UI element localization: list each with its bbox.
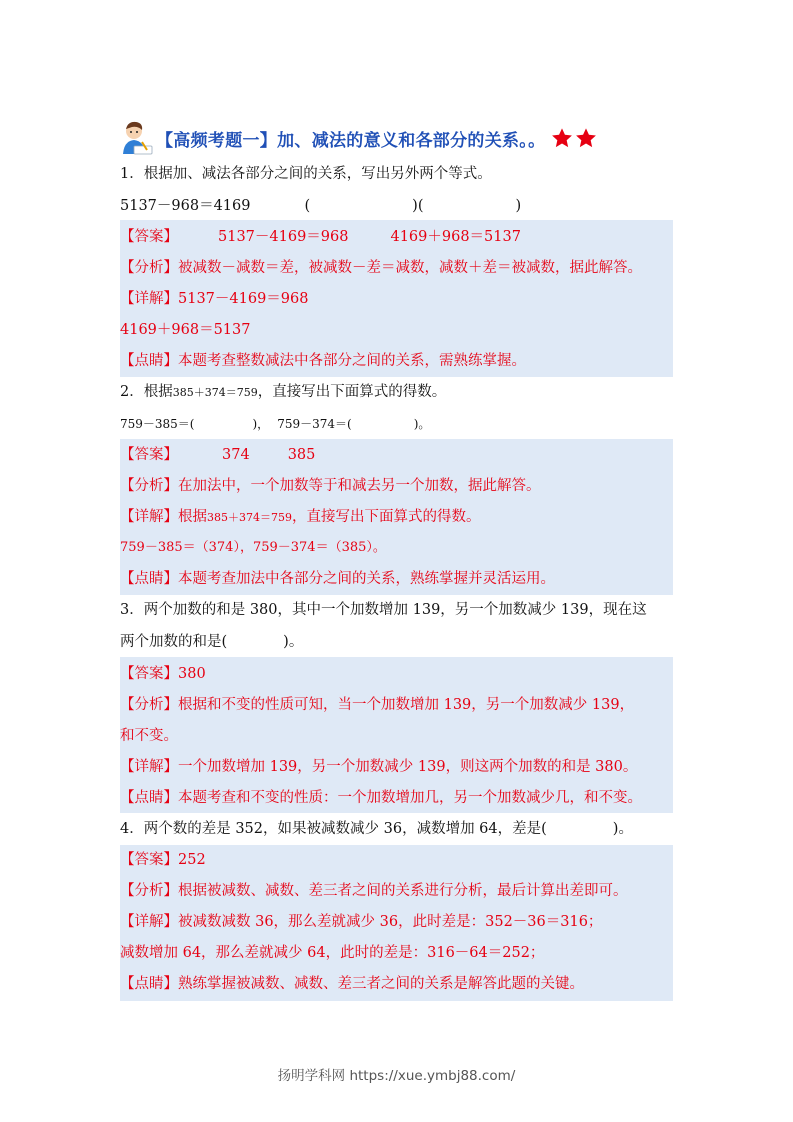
q3-detail: 【详解】一个加数增加 139，另一个加数减少 139，则这两个加数的和是 380。 <box>120 759 638 775</box>
q2-comment: 【点睛】本题考查加法中各部分之间的关系，熟练掌握并灵活运用。 <box>120 571 555 587</box>
q1-answer-a: 5137－4169＝968 <box>218 229 349 245</box>
q2-stem-formula: 385＋374＝759 <box>172 386 258 399</box>
q1-blank-open: ( <box>304 198 311 214</box>
q3-comment: 【点睛】本题考查和不变的性质：一个加数增加几，另一个加数减少几，和不变。 <box>120 790 642 806</box>
q4-detail: 【详解】被减数减数 36，那么差就减少 36，此时差是：352－36＝316； <box>120 914 603 930</box>
q1-answer: 【答案】 5137－4169＝968 4169＋968＝5137 <box>120 229 521 245</box>
q1-detail: 【详解】5137－4169＝968 <box>120 291 309 307</box>
star-icon <box>575 127 597 149</box>
q2-detail-line2: 759－385＝（374），759－374＝（385）。 <box>120 540 386 555</box>
q2-questions: 759－385＝( )， 759－374＝( )。 <box>120 417 431 431</box>
q1-analysis: 【分析】被减数－减数＝差，被减数－差＝减数，减数＋差＝被减数，据此解答。 <box>120 260 642 276</box>
q4-analysis: 【分析】根据被减数、减数、差三者之间的关系进行分析，最后计算出差即可。 <box>120 883 628 899</box>
section-heading <box>120 118 597 158</box>
q1-answer-b: 4169＋968＝5137 <box>390 229 521 245</box>
q4-comment: 【点睛】熟练掌握被减数、减数、差三者之间的关系是解答此题的关键。 <box>120 976 584 992</box>
q3-answer: 【答案】380 <box>120 666 206 682</box>
q2-answer-a: 374 <box>222 447 250 463</box>
q3-stem-line2: 两个加数的和是( )。 <box>120 634 304 650</box>
q3-stem: 3．两个加数的和是 380，其中一个加数增加 139，另一个加数减少 139，现在这 <box>120 602 647 618</box>
heading-title: 【高频考题一】加、减法的意义和各部分的关系。。 <box>156 130 546 151</box>
q3-analysis-line2: 和不变。 <box>120 728 178 744</box>
q4-answer: 【答案】252 <box>120 852 206 868</box>
q1-equation: 5137－968＝4169 <box>120 198 251 214</box>
student-writing-icon <box>120 120 154 156</box>
difficulty-stars <box>551 127 597 149</box>
q2-stem: 2．根据385＋374＝759，直接写出下面算式的得数。 <box>120 384 447 400</box>
q1-comment: 【点睛】本题考查整数减法中各部分之间的关系，需熟练掌握。 <box>120 353 526 369</box>
page-footer: 扬明学科网 https://xue.ymbj88.com/ <box>277 1068 516 1084</box>
q4-detail-line2: 减数增加 64，那么差就减少 64，此时的差是：316－64＝252； <box>120 945 545 961</box>
star-icon <box>551 127 573 149</box>
q2-answer: 【答案】 374 385 <box>120 447 316 463</box>
q2-detail: 【详解】根据385＋374＝759，直接写出下面算式的得数。 <box>120 509 481 525</box>
q3-analysis: 【分析】根据和不变的性质可知，当一个加数增加 139，另一个加数减少 139， <box>120 697 635 713</box>
q1-detail-line2: 4169＋968＝5137 <box>120 322 251 338</box>
q1-blank-close: ) <box>515 198 522 214</box>
q2-answer-b: 385 <box>287 447 316 463</box>
q2-analysis: 【分析】在加法中，一个加数等于和减去另一个加数，据此解答。 <box>120 478 541 494</box>
q4-stem: 4．两个数的差是 352，如果被减数减少 36，减数增加 64，差是( )。 <box>120 821 633 837</box>
q1-blank-mid: )( <box>412 198 424 214</box>
q1-equation-line <box>120 196 521 216</box>
q1-stem: 1．根据加、减法各部分之间的关系，写出另外两个等式。 <box>120 166 492 182</box>
